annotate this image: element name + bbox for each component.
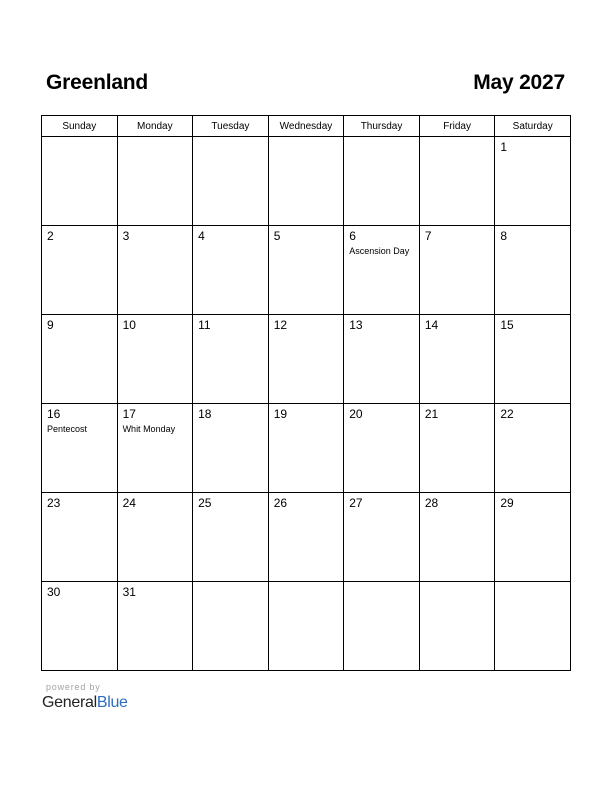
day-number: 23: [47, 496, 61, 510]
day-cell: [419, 493, 495, 582]
day-number: 10: [122, 318, 136, 332]
weekday-wednesday: Wednesday: [268, 116, 344, 137]
day-cell: [193, 493, 269, 582]
brand-blue-text: Blue: [96, 694, 128, 711]
day-cell: [344, 582, 420, 671]
day-number: 24: [122, 496, 136, 510]
day-cell: [495, 404, 571, 493]
day-number: 19: [273, 407, 288, 421]
day-cell: [268, 493, 344, 582]
weekday-monday: Monday: [117, 116, 193, 137]
weekday-tuesday: Tuesday: [193, 116, 269, 137]
day-cell: [344, 137, 420, 226]
day-number: 11: [198, 318, 211, 332]
day-cell: [193, 404, 269, 493]
day-number: 7: [424, 229, 432, 243]
day-cell: [495, 582, 571, 671]
day-cell: [268, 404, 344, 493]
day-number: 21: [424, 407, 439, 421]
calendar-grid: [41, 115, 571, 671]
day-number: 2: [47, 229, 54, 243]
day-number: 25: [198, 496, 212, 510]
holiday-label: Whit Monday: [122, 424, 176, 434]
weekday-friday: Friday: [419, 116, 495, 137]
powered-by-text: powered by: [46, 682, 101, 692]
day-cell: [193, 582, 269, 671]
day-cell: [193, 226, 269, 315]
day-cell: [42, 137, 118, 226]
day-number: 17: [122, 407, 136, 421]
week-row-1: [42, 137, 571, 226]
day-number: 15: [500, 318, 514, 332]
day-number: 3: [122, 229, 130, 243]
day-number: 8: [500, 229, 508, 243]
day-cell: [268, 226, 344, 315]
day-cell: [42, 404, 118, 493]
day-number: 18: [198, 407, 212, 421]
day-cell: [42, 315, 118, 404]
day-cell: [495, 226, 571, 315]
weekday-saturday: Saturday: [495, 116, 571, 137]
day-number: 30: [47, 585, 61, 599]
week-row-2: [42, 226, 571, 315]
day-number: 6: [349, 229, 356, 243]
day-cell: [117, 582, 193, 671]
week-row-5: [42, 493, 571, 582]
week-row-4: [42, 404, 571, 493]
weekday-thursday: Thursday: [344, 116, 420, 137]
day-number: 9: [47, 318, 54, 332]
holiday-label: Ascension Day: [349, 246, 410, 256]
day-cell: [344, 493, 420, 582]
day-number: 13: [349, 318, 363, 332]
day-cell: [117, 137, 193, 226]
day-cell: [117, 493, 193, 582]
day-cell: [419, 404, 495, 493]
day-number: 12: [273, 318, 288, 332]
day-number: 4: [198, 229, 205, 243]
week-row-3: [42, 315, 571, 404]
day-cell: [42, 493, 118, 582]
day-cell: [117, 226, 193, 315]
day-cell: [193, 137, 269, 226]
holiday-label: Pentecost: [47, 424, 88, 434]
day-cell: [268, 137, 344, 226]
day-cell: [419, 226, 495, 315]
day-number: 22: [500, 407, 514, 421]
day-number: 31: [122, 585, 136, 599]
day-cell: [419, 315, 495, 404]
day-cell: [344, 404, 420, 493]
day-cell: [268, 315, 344, 404]
country-title: Greenland: [46, 71, 149, 94]
day-cell: [117, 404, 193, 493]
day-cell: [193, 315, 269, 404]
day-number: 1: [500, 140, 508, 154]
day-number: 26: [273, 496, 288, 510]
day-number: 14: [424, 318, 439, 332]
day-cell: [495, 137, 571, 226]
day-cell: [344, 226, 420, 315]
day-cell: [419, 582, 495, 671]
day-cell: [42, 226, 118, 315]
day-cell: [42, 582, 118, 671]
brand-general-text: General: [42, 694, 97, 711]
day-cell: [419, 137, 495, 226]
day-cell: [495, 315, 571, 404]
day-cell: [117, 315, 193, 404]
day-cell: [268, 582, 344, 671]
day-cell: [495, 493, 571, 582]
day-number: 20: [349, 407, 363, 421]
month-title: May 2027: [473, 71, 565, 94]
week-row-6: [42, 582, 571, 671]
generalblue-logo[interactable]: [42, 694, 128, 712]
weekday-sunday: Sunday: [42, 116, 118, 137]
day-number: 27: [349, 496, 363, 510]
day-number: 29: [500, 496, 514, 510]
day-number: 5: [273, 229, 281, 243]
day-number: 16: [47, 407, 61, 421]
day-number: 28: [424, 496, 439, 510]
weekday-header-row: [42, 116, 571, 137]
day-cell: [344, 315, 420, 404]
